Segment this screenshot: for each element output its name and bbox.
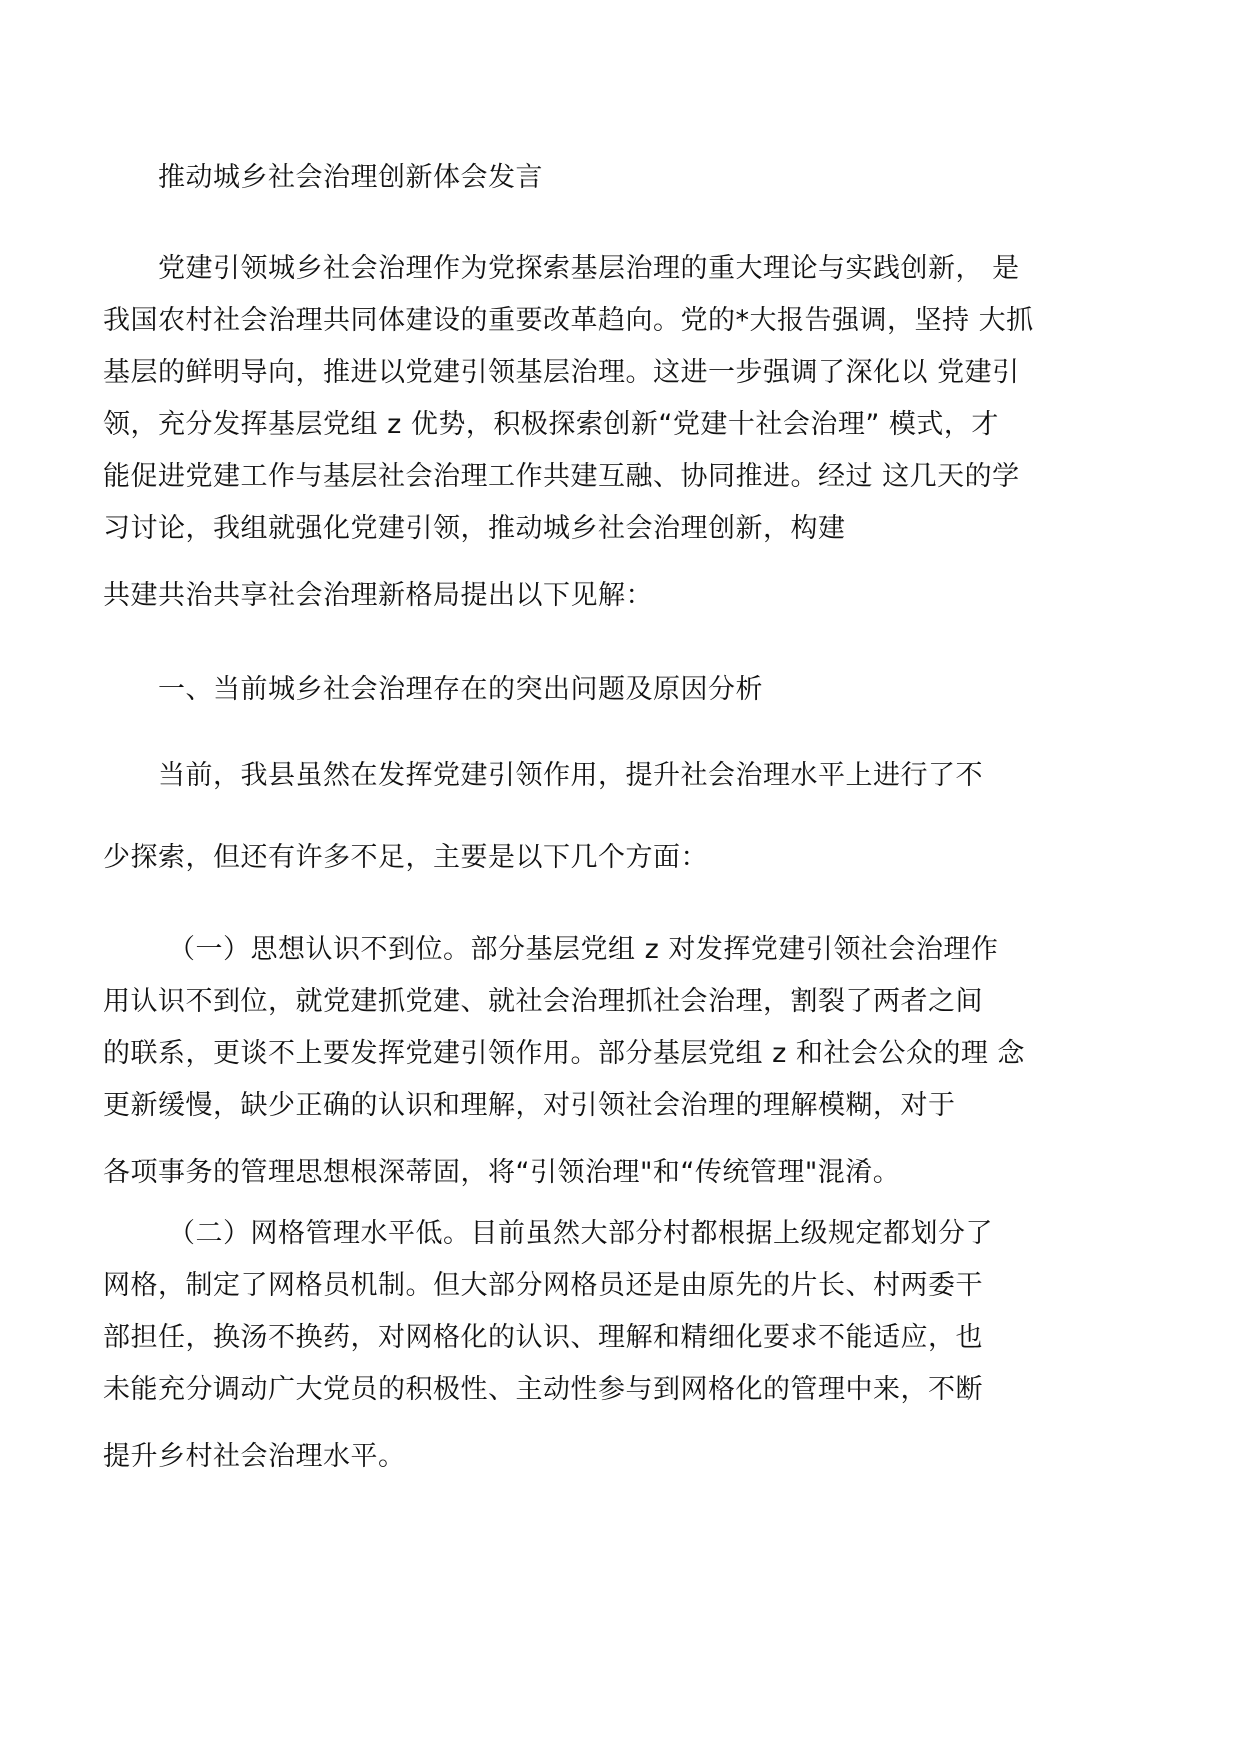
paragraph-line: 的联系，更谈不上要发挥党建引领作用。部分基层党组 z 和社会公众的理 念 <box>103 1038 1025 1069</box>
paragraph-line: 领，充分发挥基层党组 z 优势，积极探索创新“党建十社会治理” 模式，才 <box>103 409 999 440</box>
paragraph-line: 共建共治共享社会治理新格局提出以下见解： <box>103 580 653 611</box>
paragraph-line: 用认识不到位，就党建抓党建、就社会治理抓社会治理，割裂了两者之间 <box>103 986 983 1017</box>
section-heading: 一、当前城乡社会治理存在的突出问题及原因分析 <box>158 674 763 705</box>
paragraph-line: 提升乡村社会治理水平。 <box>103 1441 406 1472</box>
paragraph-line: 各项事务的管理思想根深蒂固，将“引领治理"和“传统管理"混淆。 <box>103 1157 901 1188</box>
paragraph-line: 网格，制定了网格员机制。但大部分网格员还是由原先的片长、村两委干 <box>103 1270 983 1301</box>
paragraph-line: 少探索，但还有许多不足，主要是以下几个方面： <box>103 842 708 873</box>
paragraph-line: 党建引领城乡社会治理作为党探索基层治理的重大理论与实践创新， 是 <box>158 253 1020 284</box>
paragraph-line: 未能充分调动广大党员的积极性、主动性参与到网格化的管理中来，不断 <box>103 1374 983 1405</box>
paragraph-line: 当前，我县虽然在发挥党建引领作用，提升社会治理水平上进行了不 <box>158 760 983 791</box>
paragraph-line: （一）思想认识不到位。部分基层党组 z 对发挥党建引领社会治理作 <box>168 934 999 965</box>
paragraph-line: （二）网格管理水平低。目前虽然大部分村都根据上级规定都划分了 <box>168 1218 993 1249</box>
paragraph-line: 更新缓慢，缺少正确的认识和理解，对引领社会治理的理解模糊，对于 <box>103 1090 956 1121</box>
paragraph-line: 基层的鲜明导向，推进以党建引领基层治理。这进一步强调了深化以 党建引 <box>103 357 1020 388</box>
document-title: 推动城乡社会治理创新体会发言 <box>158 162 543 193</box>
paragraph-line: 习讨论，我组就强化党建引领，推动城乡社会治理创新，构建 <box>103 513 846 544</box>
paragraph-line: 能促进党建工作与基层社会治理工作共建互融、协同推进。经过 这几天的学 <box>103 461 1020 492</box>
paragraph-line: 部担任，换汤不换药，对网格化的认识、理解和精细化要求不能适应，也 <box>103 1322 983 1353</box>
paragraph-line: 我国农村社会治理共同体建设的重要改革趋向。党的*大报告强调，坚持 大抓 <box>103 305 1034 336</box>
